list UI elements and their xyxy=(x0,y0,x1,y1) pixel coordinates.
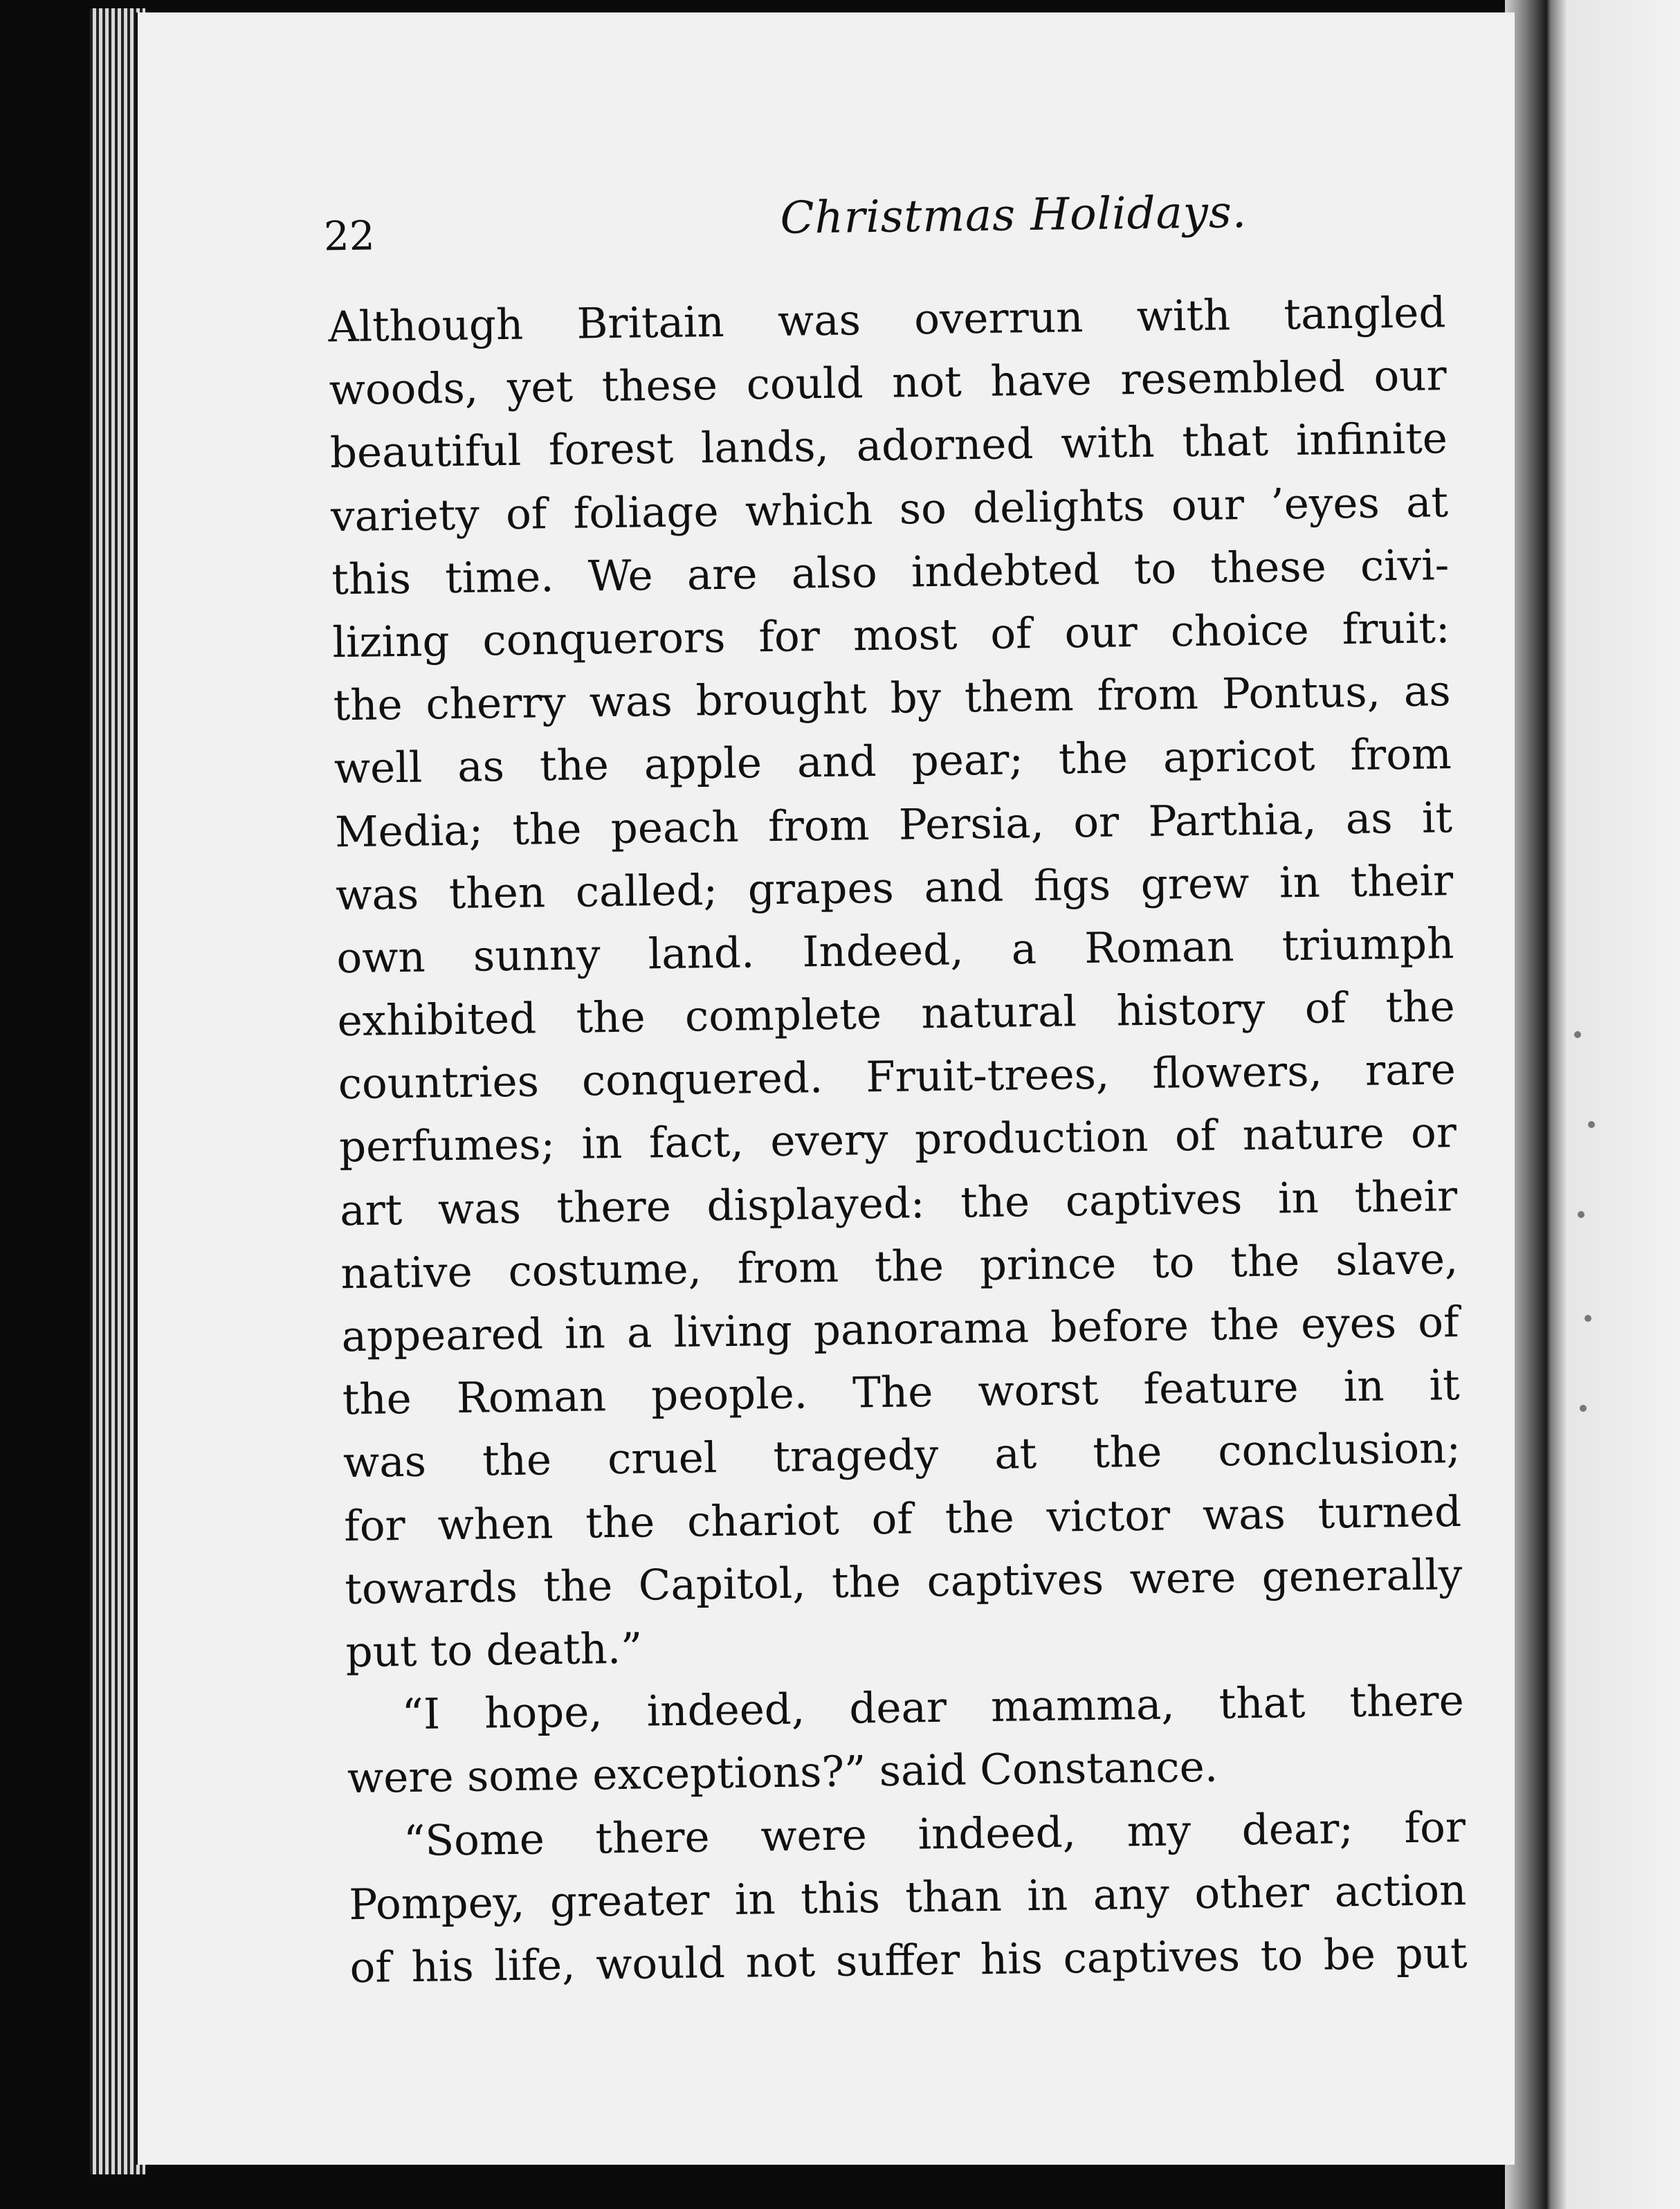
book-page xyxy=(135,12,1515,2165)
ink-mark xyxy=(1578,1211,1585,1218)
paragraph xyxy=(346,1669,1465,1810)
page-number: 22 xyxy=(323,212,376,260)
text-line: of his life, would not suffer his captives to be put xyxy=(349,1928,1468,1992)
running-title: Christmas Holidays. xyxy=(780,186,1248,244)
text-line: Pompey, greater in this than in any other action xyxy=(348,1865,1467,1929)
text-line: “I hope, indeed, dear mamma, that there xyxy=(401,1676,1465,1740)
text-line: native costume, from the prince to the slave, xyxy=(340,1234,1459,1299)
text-line: was then called; grapes and figs grew in their xyxy=(335,855,1454,920)
paragraph xyxy=(328,281,1463,1684)
text-line: this time. We are also indebted to these civi- xyxy=(331,540,1450,605)
text-line: lizing conquerors for most of our choice fruit: xyxy=(332,603,1450,668)
paragraph xyxy=(348,1796,1468,2000)
text-line: variety of foliage which so delights our ’eyes at xyxy=(330,477,1449,541)
text-line: Media; the peach from Persia, or Parthia, as it xyxy=(334,792,1453,857)
text-line: “Some there were indeed, my dear; for xyxy=(403,1802,1466,1866)
text-line: were some exceptions?” said Constance. xyxy=(347,1742,1218,1803)
ink-mark xyxy=(1580,1405,1587,1412)
text-line: the Roman people. The worst feature in it xyxy=(342,1361,1461,1425)
text-line: countries conquered. Fruit-trees, flowers, rare xyxy=(338,1045,1457,1109)
text-line: for when the chariot of the victor was turned xyxy=(343,1487,1462,1551)
text-line: towards the Capitol, the captives were generally xyxy=(344,1549,1463,1614)
text-line: perfumes; in fact, every production of nature or xyxy=(338,1108,1457,1172)
text-line: art was there displayed: the captives in their xyxy=(339,1171,1458,1235)
text-line: well as the apple and pear; the apricot from xyxy=(334,729,1452,794)
ink-mark xyxy=(1588,1121,1595,1128)
text-line: appeared in a living panorama before the eyes of xyxy=(341,1298,1459,1362)
text-line: own sunny land. Indeed, a Roman triumph xyxy=(336,918,1454,983)
text-line: the cherry was brought by them from Pontus, as xyxy=(333,666,1452,731)
facing-page-edge xyxy=(1546,0,1680,2209)
ink-mark xyxy=(1574,1031,1581,1038)
text-line: beautiful forest lands, adorned with that infinite xyxy=(329,414,1448,478)
page-header xyxy=(323,186,1293,268)
ink-mark xyxy=(1585,1315,1591,1322)
text-line: Although Britain was overrun with tangled xyxy=(328,288,1446,352)
text-line: was the cruel tragedy at the conclusion; xyxy=(343,1424,1461,1488)
text-line: woods, yet these could not have resembled our xyxy=(329,351,1448,415)
text-line: exhibited the complete natural history of the xyxy=(337,982,1455,1046)
text-line: put to death.” xyxy=(345,1624,643,1678)
body-text xyxy=(328,281,1468,1999)
page-content xyxy=(124,3,1529,2174)
